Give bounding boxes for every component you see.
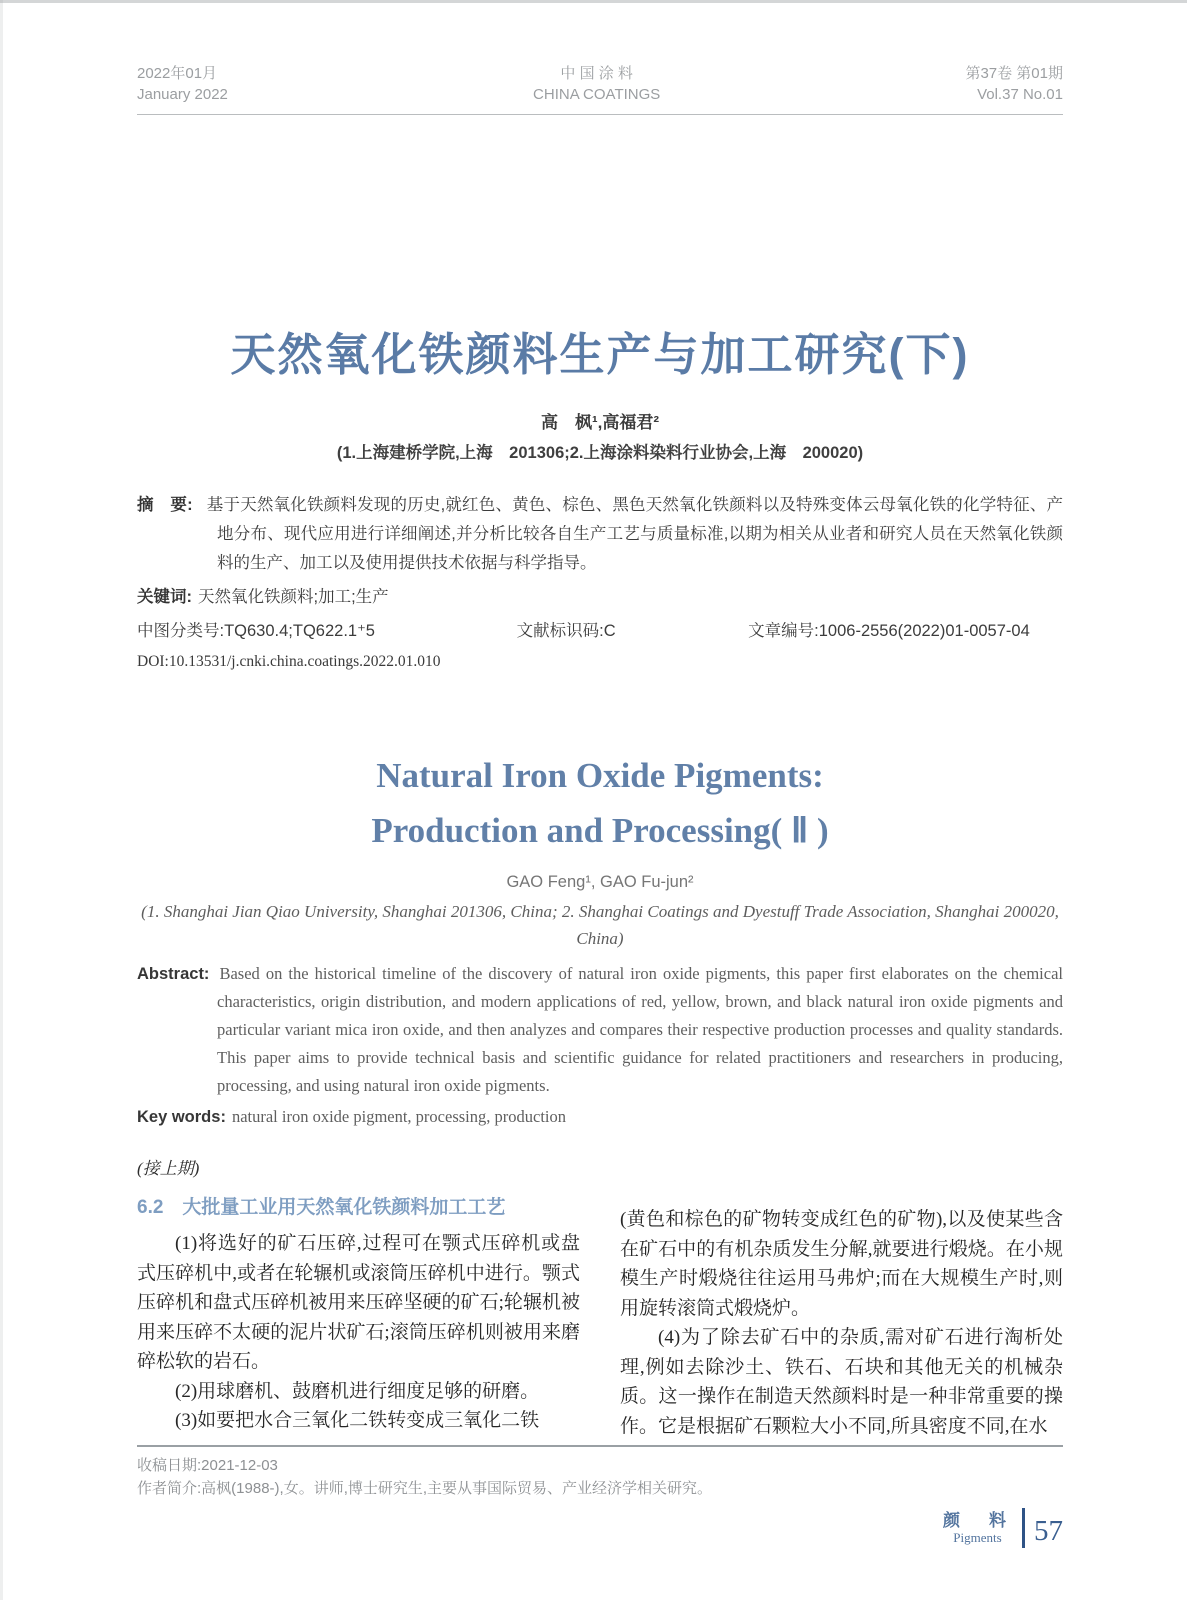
- article-id: 文章编号:1006-2556(2022)01-0057-04: [748, 622, 1030, 640]
- abstract-text-en: Based on the historical timeline of the discovery of natural iron oxide pigments, this paper first elaborates on the chemical characteristics, origin distribution, and modern applications of red, yellow, brown, and black natural iron oxide pigments and particular variant mica iron oxide, and then analyzes and compares their respective production processes and quality standards. This paper aims to provide technical basis and scientific guidance for related practitioners and researchers in producing, processing, and using natural iron oxide pigments.: [217, 964, 1063, 1095]
- header-date: [137, 63, 228, 105]
- abstract-label-cn: 摘 要:: [137, 496, 193, 514]
- journal-name-cn: 中 国 涂 料: [560, 65, 633, 82]
- article-title-cn: 天然氧化铁颜料生产与加工研究(下): [230, 329, 970, 380]
- section-tag-cn: 颜 料: [943, 1510, 1012, 1530]
- paragraph: (黄色和棕色的矿物转变成红色的矿物),以及使某些含在矿石中的有机杂质发生分解,就要进行煅烧。在小规模生产时煅烧往往运用马弗炉;而在大规模生产时,则用旋转滚筒式煅烧炉。: [620, 1209, 1063, 1319]
- received-date: 收稿日期:2021-12-03: [137, 1457, 278, 1474]
- paragraph: (2)用球磨机、鼓磨机进行细度足够的研磨。: [175, 1380, 540, 1402]
- affiliation-en: (1. Shanghai Jian Qiao University, Shanghai 201306, China; 2. Shanghai Coatings and Dyestuff Trade Association, Shanghai 200020, China): [141, 902, 1059, 948]
- keywords-en-line: [137, 1103, 1063, 1131]
- article-title-en: [137, 748, 1063, 858]
- classification-row: [137, 617, 1063, 646]
- document-code: 文献标识码:C: [516, 622, 616, 640]
- journal-name-en: CHINA COATINGS: [533, 86, 661, 103]
- keywords-cn-line: [137, 583, 1063, 612]
- body-column-right: [620, 1157, 1063, 1441]
- issue-en: Vol.37 No.01: [977, 86, 1063, 103]
- title-en-line1: Natural Iron Oxide Pigments:: [376, 756, 824, 795]
- clc-number: 中图分类号:TQ630.4;TQ622.1⁺5: [137, 622, 375, 640]
- authors-en: GAO Feng¹, GAO Fu-jun²: [506, 873, 694, 891]
- page-number: 57: [1034, 1515, 1063, 1547]
- body-columns: [137, 1157, 1063, 1441]
- affiliation-cn: (1.上海建桥学院,上海 201306;2.上海涂料染料行业协会,上海 200020): [336, 444, 864, 462]
- section-tag-en: Pigments: [953, 1529, 1002, 1545]
- abstract-label-en: Abstract:: [137, 965, 210, 983]
- journal-header: [137, 63, 1063, 115]
- authors-cn: 高 枫¹,高福君²: [540, 413, 660, 432]
- header-issue: [965, 63, 1063, 105]
- author-bio: 作者简介:高枫(1988-),女。讲师,博士研究生,主要从事国际贸易、产业经济学相关研究。: [137, 1480, 713, 1497]
- footnote-block: [137, 1445, 1063, 1500]
- section-tag: [943, 1511, 1022, 1545]
- keywords-label-cn: 关键词:: [137, 588, 192, 606]
- issue-cn: 第37卷 第01期: [965, 65, 1063, 82]
- doi: DOI:10.13531/j.cnki.china.coatings.2022.01.010: [137, 653, 441, 670]
- continued-note: (接上期): [137, 1159, 200, 1178]
- abstract-text-cn: 基于天然氧化铁颜料发现的历史,就红色、黄色、棕色、黑色天然氧化铁颜料以及特殊变体云母氧化铁的化学特征、产地分布、现代应用进行详细阐述,并分析比较各自生产工艺与质量标准,以期为相关从业者和研究人员在天然氧化铁颜料的生产、加工以及使用提供技术依据与科学指导。: [206, 496, 1063, 572]
- body-column-left: [137, 1157, 580, 1441]
- abstract-en: [137, 960, 1063, 1100]
- paragraph: (4)为了除去矿石中的杂质,需对矿石进行淘析处理,例如去除沙土、铁石、石块和其他无关的机械杂质。这一操作在制造天然颜料时是一种非常重要的操作。它是根据矿石颗粒大小不同,所具密度不同,在水: [620, 1327, 1063, 1437]
- abstract-cn: [137, 491, 1063, 578]
- keywords-en: natural iron oxide pigment, processing, production: [231, 1107, 566, 1126]
- paragraph: (1)将选好的矿石压碎,过程可在颚式压碎机或盘式压碎机中,或者在轮辗机或滚筒压碎机中进行。颚式压碎机和盘式压碎机被用来压碎坚硬的矿石;轮辗机被用来压碎不太硬的泥片状矿石;滚筒压碎机则被用来磨碎松软的岩石。: [137, 1233, 580, 1372]
- header-journal-name: [533, 63, 660, 105]
- section-heading-6-2: 6.2 大批量工业用天然氧化铁颜料加工工艺: [137, 1197, 506, 1218]
- title-en-line2: Production and Processing( Ⅱ ): [371, 811, 829, 850]
- keywords-cn: 天然氧化铁颜料;加工;生产: [198, 588, 389, 606]
- paragraph: (3)如要把水合三氧化二铁转变成三氧化二铁: [175, 1410, 540, 1431]
- keywords-label-en: Key words:: [137, 1108, 226, 1126]
- page-footer: [943, 1507, 1063, 1548]
- header-date-en: January 2022: [137, 86, 228, 103]
- header-date-cn: 2022年01月: [137, 65, 218, 82]
